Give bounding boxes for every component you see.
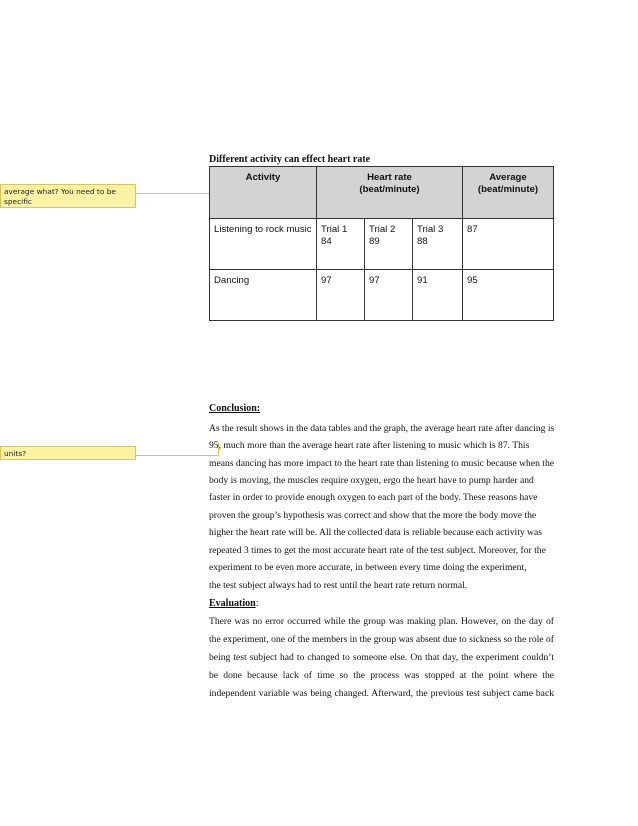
paragraph-line: being test subject had to changed to someone else. On that day, the experiment couldn’t <box>209 652 554 663</box>
heart-rate-table <box>209 166 554 321</box>
table-title: Different activity can effect heart rate <box>209 154 371 165</box>
paragraph-line: proven the group’s hypothesis was correct and show that the more the body move the <box>209 510 537 521</box>
header-activity: Activity <box>210 167 317 219</box>
cell-trial-3: 91 <box>413 270 463 321</box>
table-row <box>210 270 554 321</box>
paragraph-line: the experiment, one of the members in the group was absent due to sickness so the role of <box>209 634 554 645</box>
evaluation-heading <box>209 598 258 609</box>
paragraph-line: be done because lack of time so the process was stopped at the point where the <box>209 670 554 681</box>
evaluation-heading-colon: : <box>255 598 259 609</box>
comment-leader-line <box>136 193 209 194</box>
cell-trial-1: Trial 1 84 <box>317 219 365 270</box>
cell-trial-2: Trial 2 89 <box>365 219 413 270</box>
paragraph-line: As the result shows in the data tables and the graph, the average heart rate after dancing is <box>209 423 555 434</box>
evaluation-heading-text: Evaluation <box>209 598 256 609</box>
cell-trial-2: 97 <box>365 270 413 321</box>
paragraph-line: 95, much more than the average heart rate after listening to music which is 87. This <box>209 440 530 451</box>
paragraph-line: experiment to be even more accurate, in between every time doing the experiment, <box>209 562 527 573</box>
cell-activity: Listening to rock music <box>210 219 317 270</box>
table-header-row <box>210 167 554 219</box>
paragraph-line: means dancing has more impact to the heart rate than listening to music because when the <box>209 458 554 469</box>
comment-units[interactable]: units? <box>0 446 136 460</box>
paragraph-line: body is moving, the muscles require oxygen, ergo the heart have to pump harder and <box>209 475 534 486</box>
cell-activity: Dancing <box>210 270 317 321</box>
paragraph-line: independent variable was being changed. Afterward, the previous test subject came back <box>209 688 554 699</box>
paragraph-line: There was no error occurred while the group was making plan. However, on the day of <box>209 616 554 627</box>
cell-trial-3: Trial 3 88 <box>413 219 463 270</box>
comment-average-specific[interactable]: average what? You need to be specific <box>0 184 136 208</box>
paragraph-line: the test subject always had to rest until the heart rate return normal. <box>209 580 468 591</box>
paragraph-line: faster in order to provide enough oxygen to each part of the body. These reasons have <box>209 492 538 503</box>
header-average: Average (beat/minute) <box>463 167 554 219</box>
cell-average: 95 <box>463 270 554 321</box>
cell-trial-1: 97 <box>317 270 365 321</box>
table-row <box>210 219 554 270</box>
conclusion-heading: Conclusion: <box>209 403 261 414</box>
paragraph-line: higher the heart rate will be. All the collected data is reliable because each activity was <box>209 527 542 538</box>
comment-leader-line <box>136 455 218 456</box>
paragraph-line: repeated 3 times to get the most accurate heart rate of the test subject. Moreover, for the <box>209 545 546 556</box>
cell-average: 87 <box>463 219 554 270</box>
header-heart-rate: Heart rate (beat/minute) <box>317 167 463 219</box>
